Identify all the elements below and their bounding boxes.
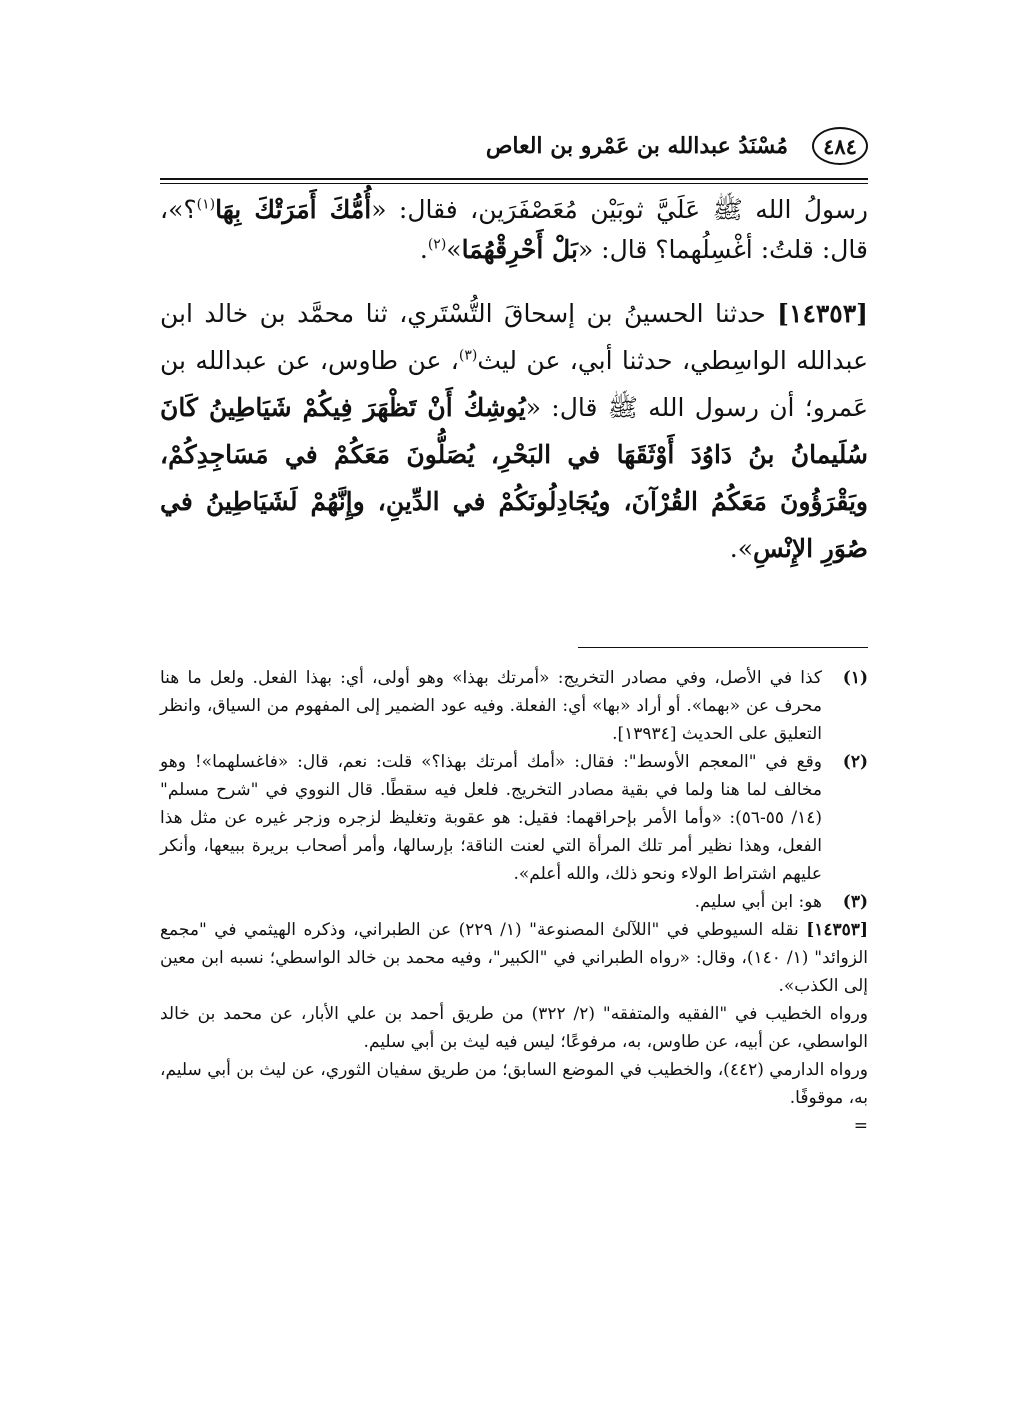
page-header — [160, 120, 868, 172]
takhrij-paragraph: ورواه الدارمي (٤٤٢)، والخطيب في الموضع السابق؛ من طريق سفيان الثوري، عن ليث بن أبي سليم، به، موقوفًا. — [160, 1060, 869, 1108]
continued-paragraph — [160, 190, 868, 270]
main-text — [160, 190, 868, 572]
footnote-separator — [578, 647, 868, 648]
takhrij-paragraph: ورواه الخطيب في "الفقيه والمتفقه" (٢/ ٣٢٢) من طريق أحمد بن علي الأبار، عن محمد بن خالد الواسطي، عن أبيه، عن طاوس، به، مرفوعًا؛ ليس فيه ليث بن أبي سليم. — [160, 1004, 868, 1052]
footnote — [160, 888, 868, 916]
footnotes-section — [160, 664, 868, 1140]
quote-close: ». — [729, 534, 754, 563]
text-segment: رسولُ الله ﷺ عَلَيَّ ثوبَيْن مُعَصْفَرَين، فقال: « — [371, 195, 868, 224]
footnote-number: (١) — [842, 668, 868, 688]
takhrij-paragraph — [160, 916, 868, 1000]
footnote-ref-2[interactable]: (٢) — [427, 236, 447, 253]
footnote-text: كذا في الأصل، وفي مصادر التخريج: «أمرتك بهذا» وهو أولى، أي: بهذا الفعل. ولعل ما هنا محرف عن «بهما». أو أراد «بها» أي: الفعلة. وفيه عود الضمير إلى المفهوم من السياق، وانظر التعليق على الحديث [١٣٩٣٤]. — [160, 668, 822, 744]
hadith-matn: يُوشِكُ أَنْ تَظْهَرَ فِيكُمْ شَيَاطِينُ كَانَ سُلَيمانُ بنُ دَاوُدَ أَوْثَقَهَا في البَحْرِ، يُصَلُّونَ مَعَكُمْ في مَسَاجِدِكُمْ، ويَقْرَؤُونَ مَعَكُمُ القُرْآنَ، ويُجَادِلُونَكُمْ في الدِّينِ، وإِنَّهُمْ لَشَيَاطِينُ في صُوَرِ الإِنْسِ — [160, 393, 868, 563]
footnote-text: هو: ابن أبي سليم. — [694, 892, 822, 912]
footnote-number: (٢) — [842, 752, 868, 772]
hadith-number: [١٤٣٥٣] — [777, 299, 868, 328]
footnote-ref-1[interactable]: (١) — [196, 196, 216, 213]
takhrij-text: نقله السيوطي في "اللآلئ المصنوعة" (١/ ٢٢٩) عن الطبراني، وذكره الهيثمي في "مجمع الزوائد" (١/ ١٤٠)، وقال: «رواه الطبراني في "الكبير"، وفيه محمد بن خالد الواسطي؛ نسبه ابن معين إلى الكذب». — [160, 920, 868, 996]
footnote-text: وقع في "المعجم الأوسط": فقال: «أمك أمرتك بهذا؟» قلت: نعم، قال: «فاغسلهما»! وهو مخالف لما هنا ولما في بقية مصادر التخريج. فلعل فيه سقطًا. قال النووي في "شرح مسلم" (١٤/ ٥٥-٥٦): «وأما الأمر بإحراقهما: فقيل: هو عقوبة وتغليظ لزجره وزجر غيره عن مثل هذا الفعل، وهذا نظير أمر تلك المرأة التي لعنت الناقة؛ بإرسالها، وأمر أصحاب بريرة ببيعها، وأنكر عليهم اشتراط الولاء ونحو ذلك، والله أعلم». — [160, 752, 822, 884]
footnote-number: (٣) — [842, 892, 868, 912]
prophetic-quote: بَلْ أَحْرِقْهُمَا — [461, 235, 578, 264]
text-segment: . — [419, 235, 428, 264]
page-number: ٤٨٤ — [812, 127, 868, 165]
continuation-mark: = — [853, 1116, 868, 1136]
prophetic-quote: أُمُّكَ أَمَرَتْكَ بِهَا — [215, 195, 372, 224]
hadith-isnad: ، عن طاوس، عن عبدالله بن عَمرو؛ أن رسول الله ﷺ قال: « — [160, 346, 868, 422]
running-title: مُسْنَدُ عبدالله بن عَمْرو بن العاص — [485, 133, 788, 159]
text-segment: ؟»، قال: قلتُ: أغْسِلُهما؟ قال: « — [160, 195, 868, 264]
footnote — [160, 748, 868, 888]
hadith-isnad: حدثنا الحسينُ بن إسحاقَ التُّسْتَري، ثنا محمَّد بن خالد ابن عبدالله الواسِطي، حدثنا أبي، عن ليث — [160, 299, 869, 375]
footnote-ref-3[interactable]: (٣) — [458, 347, 478, 364]
quote-close: » — [446, 235, 462, 264]
takhrij-number: [١٤٣٥٣] — [806, 920, 868, 940]
header-double-rule — [160, 178, 868, 184]
hadith-paragraph — [160, 290, 868, 572]
takhrij-block — [160, 916, 868, 1140]
footnote — [160, 664, 868, 748]
